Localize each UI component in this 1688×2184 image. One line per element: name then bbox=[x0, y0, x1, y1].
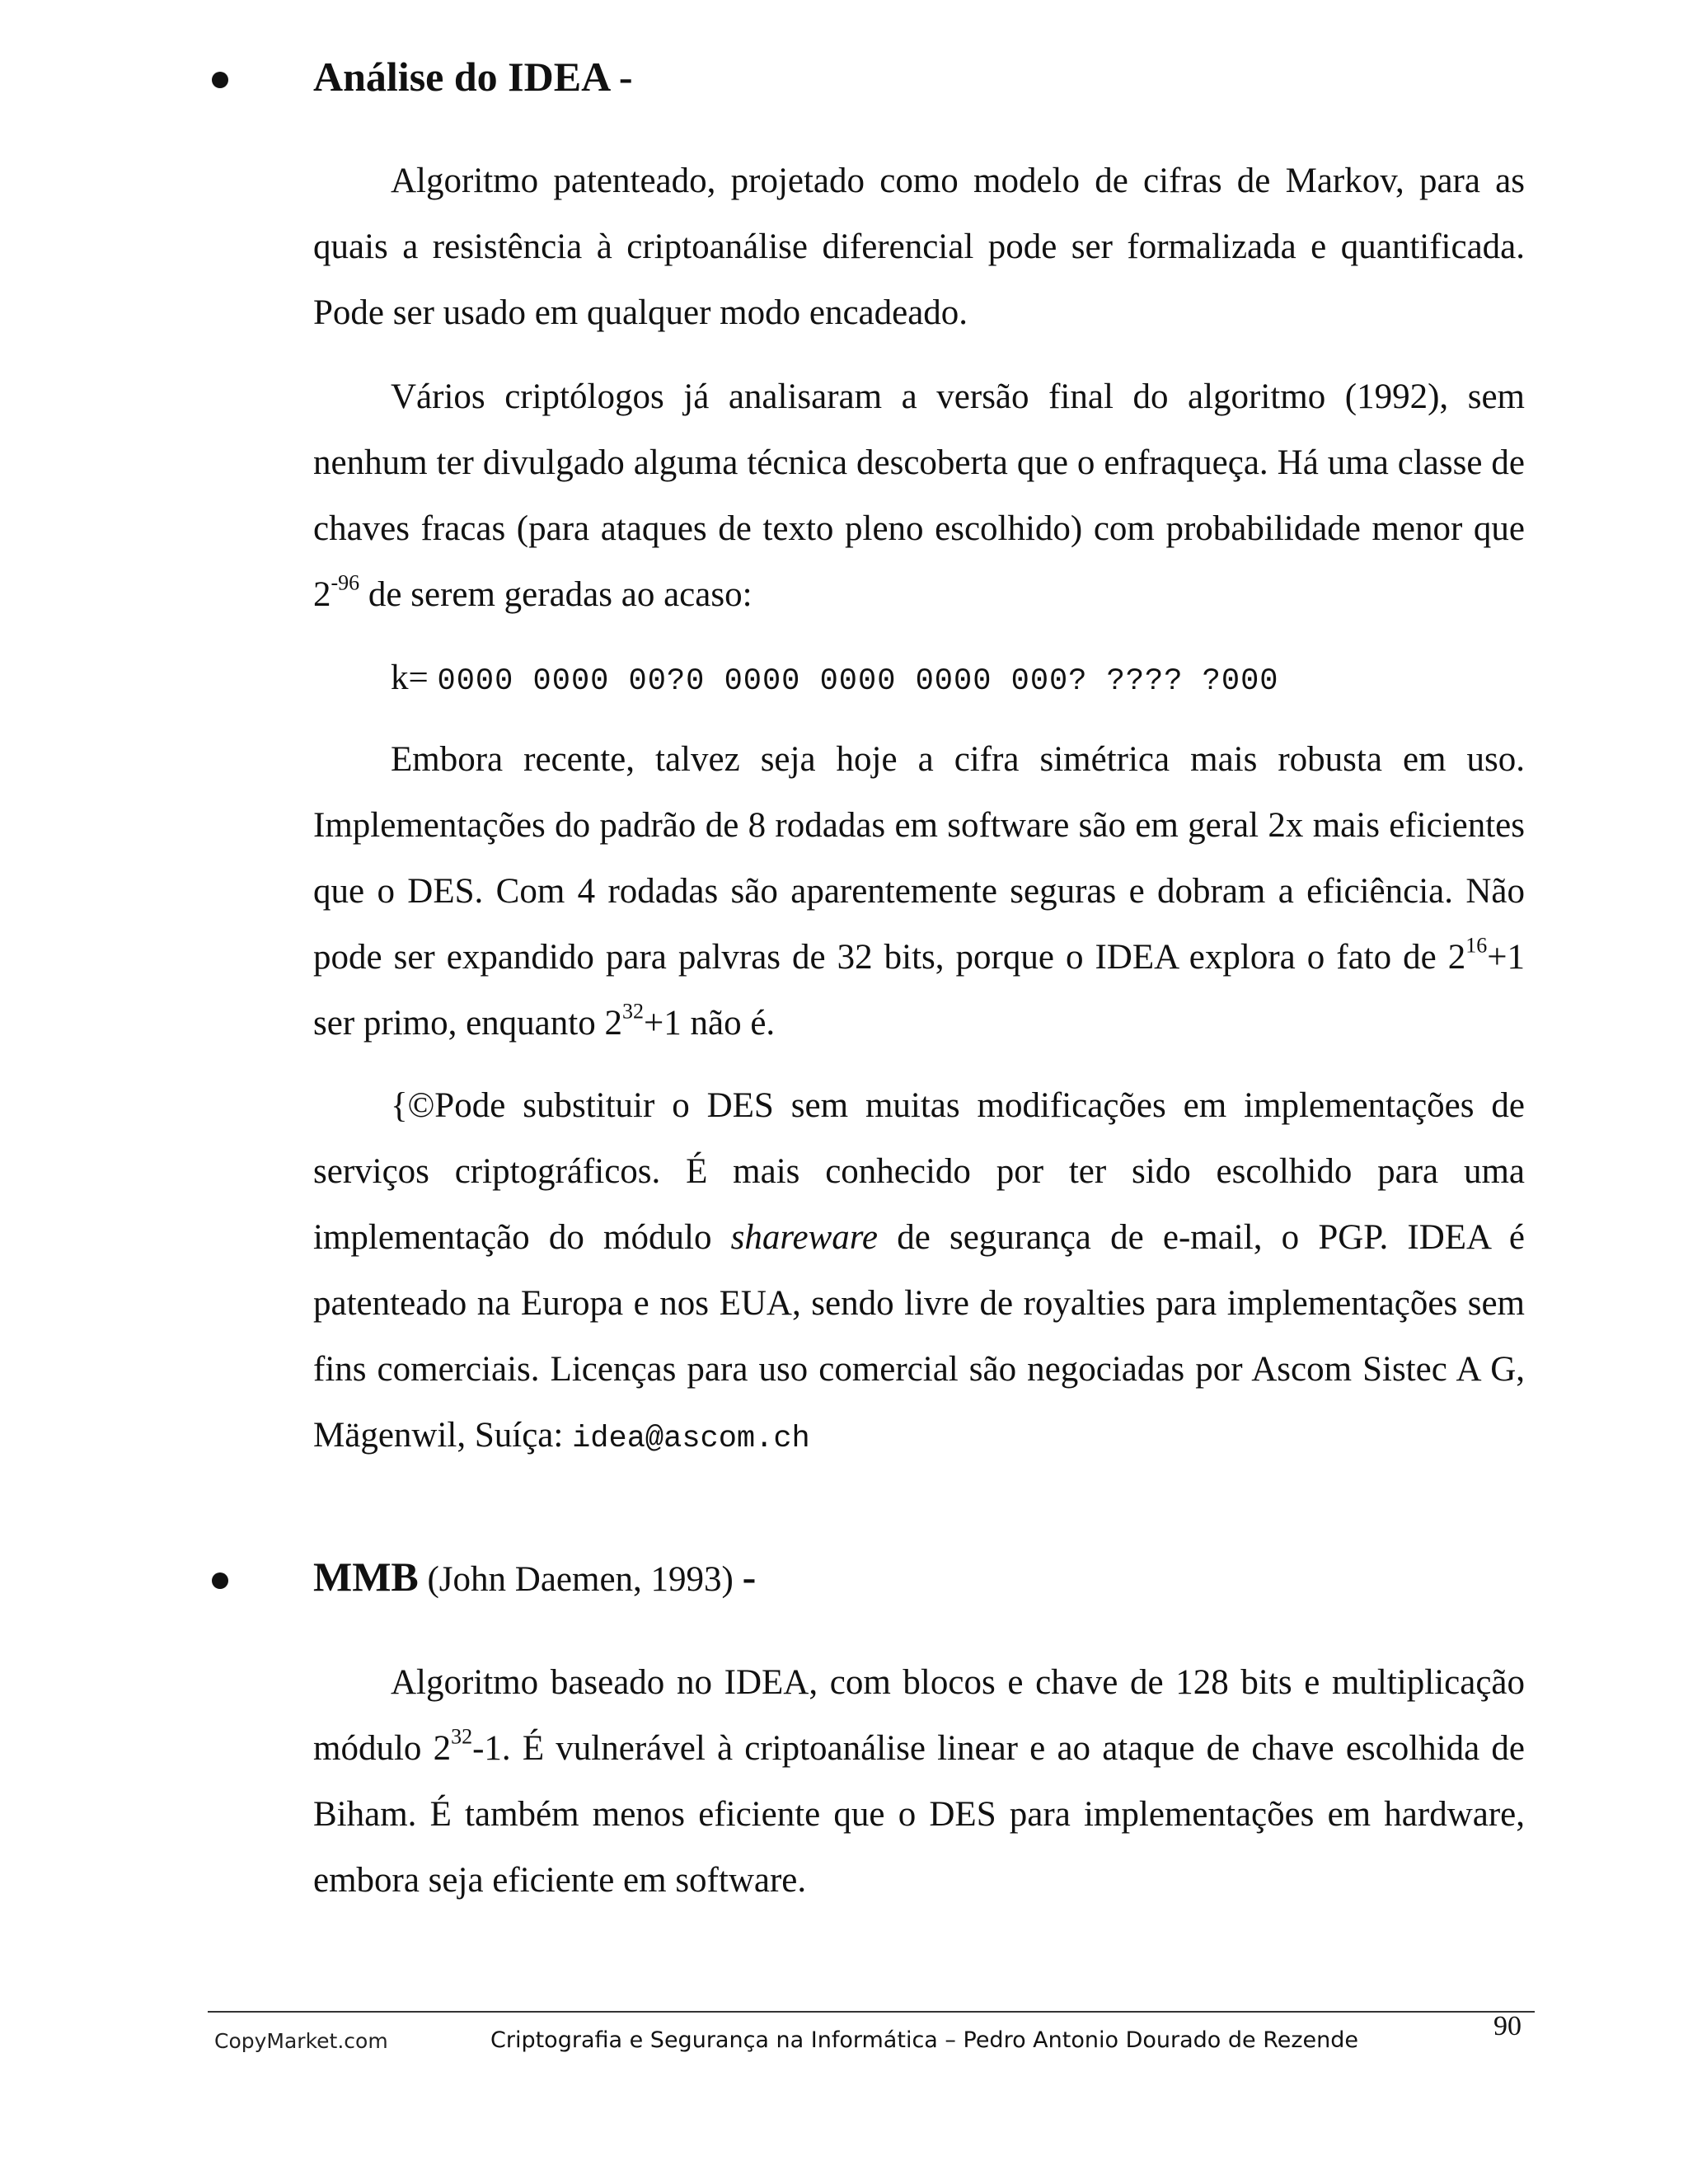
heading-idea: Análise do IDEA - bbox=[313, 54, 633, 100]
paragraph-idea-analysis: Vários criptólogos já analisaram a versão final do algoritmo (1992), sem nenhum ter divulgado alguma técnica descoberta que o enfraqueça. Há uma classe de chaves fracas (para ataques de texto pleno escolhido) com probabilidade menor que $2^{-96}$ de serem geradas ao acaso: bbox=[313, 377, 1525, 614]
weak-key-pattern: k= 0000 0000 00?0 0000 0000 0000 000? ???? ?000 bbox=[391, 658, 1279, 699]
footer-publisher: CopyMarket.com bbox=[214, 2029, 388, 2053]
paragraph-idea-intro: Algoritmo patenteado, projetado como modelo de cifras de Markov, para as quais a resistência à criptoanálise diferencial pode ser formalizada e quantificada. Pode ser usado em qualquer modo encadeado. bbox=[313, 162, 1525, 332]
paragraph-idea-usage: {©Pode substituir o DES sem muitas modificações em implementações de serviços criptográficos. É mais conhecido por ter sido escolhido para uma implementação do módulo shareware de segurança de e-mail, o PGP. IDEA é patenteado na Europa e nos EUA, sendo livre de royalties para implementações sem fins comerciais. Licenças para uso comercial são negociadas por Ascom Sistec A G, Mägenwil, Suíça: idea@ascom.ch bbox=[313, 1086, 1525, 1456]
heading-mmb: MMB (John Daemen, 1993) - bbox=[313, 1554, 757, 1600]
paragraph-idea-robustness: Embora recente, talvez seja hoje a cifra simétrica mais robusta em uso. Implementações do padrão de 8 rodadas em software são em geral 2x mais eficientes que o DES. Com 4 rodadas são aparentemente seguras e dobram a eficiência. Não pode ser expandido para palvras de 32 bits, porque o IDEA explora o fato de $2^{16}+1$ ser primo, enquanto $2^{32}+1$ não é. bbox=[313, 740, 1525, 1043]
bullet-idea bbox=[212, 72, 228, 88]
page-number: 90 bbox=[1493, 2011, 1522, 2041]
email-address: idea@ascom.ch bbox=[572, 1422, 810, 1456]
footer-divider bbox=[208, 2011, 1535, 2013]
bullet-mmb bbox=[212, 1572, 228, 1589]
footer-book-title: Criptografia e Segurança na Informática – Pedro Antonio Dourado de Rezende bbox=[490, 2027, 1359, 2053]
paragraph-mmb: Algoritmo baseado no IDEA, com blocos e chave de 128 bits e multiplicação módulo $2^{32}-1$. É vulnerável à criptoanálise linear e ao ataque de chave escolhida de Biham. É também menos eficiente que o DES para implementações em hardware, embora seja eficiente em software. bbox=[313, 1663, 1525, 1900]
